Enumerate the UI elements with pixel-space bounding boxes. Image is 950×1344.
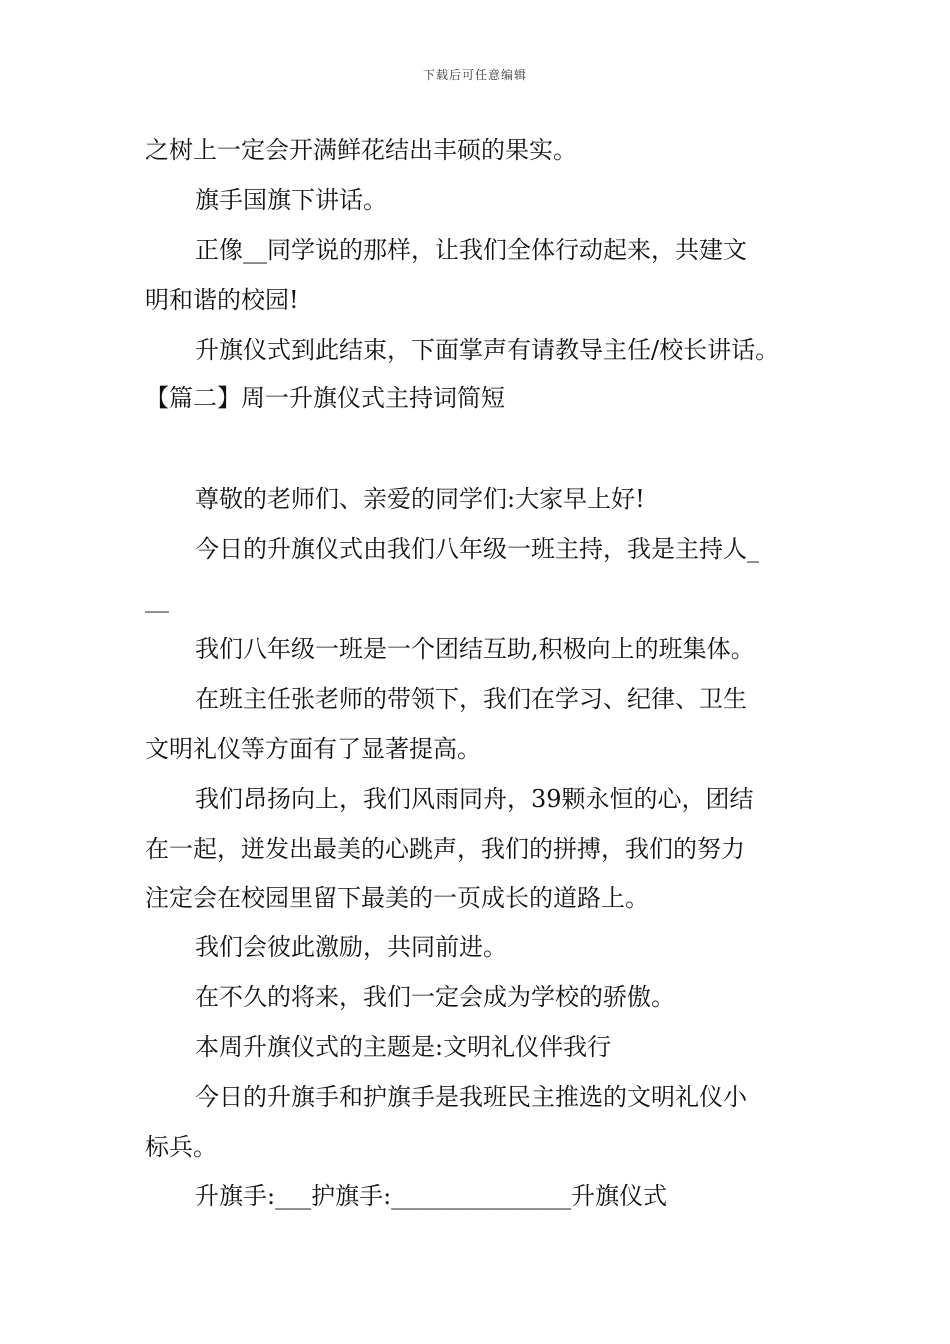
text-line: __ (145, 585, 169, 613)
text-line: 正像__同学说的那样，让我们全体行动起来，共建文 (195, 236, 747, 264)
text-line: 今日的升旗仪式由我们八年级一班主持，我是主持人_ (195, 535, 759, 563)
text-line: 注定会在校园里留下最美的一页成长的道路上。 (145, 884, 649, 912)
text-line: 本周升旗仪式的主题是:文明礼仪伴我行 (195, 1033, 612, 1061)
text-line: 尊敬的老师们、亲爱的同学们:大家早上好! (195, 485, 645, 513)
text-line: 在班主任张老师的带领下，我们在学习、纪律、卫生 (195, 685, 747, 713)
text-line: 之树上一定会开满鲜花结出丰硕的果实。 (145, 136, 577, 164)
text-line: 文明礼仪等方面有了显著提高。 (145, 735, 481, 763)
section-heading: 【篇二】周一升旗仪式主持词简短 (145, 384, 505, 412)
text-line: 明和谐的校园! (145, 286, 299, 314)
text-line: 在不久的将来，我们一定会成为学校的骄傲。 (195, 983, 675, 1011)
text-line: 我们昂扬向上，我们风雨同舟，39颗永恒的心，团结 (195, 785, 754, 813)
page-header-note: 下载后可任意编辑 (422, 68, 527, 82)
text-line: 升旗手:___护旗手:_______________升旗仪式 (195, 1182, 668, 1210)
text-line: 旗手国旗下讲话。 (195, 186, 387, 214)
text-line: 我们会彼此激励，共同前进。 (195, 933, 507, 961)
text-line: 今日的升旗手和护旗手是我班民主推选的文明礼仪小 (195, 1083, 747, 1111)
text-line: 我们八年级一班是一个团结互助,积极向上的班集体。 (195, 635, 755, 663)
text-line: 标兵。 (145, 1133, 217, 1161)
text-line: 升旗仪式到此结束，下面掌声有请教导主任/校长讲话。 (195, 336, 780, 364)
text-line: 在一起，迸发出最美的心跳声，我们的拼搏，我们的努力 (145, 835, 745, 863)
